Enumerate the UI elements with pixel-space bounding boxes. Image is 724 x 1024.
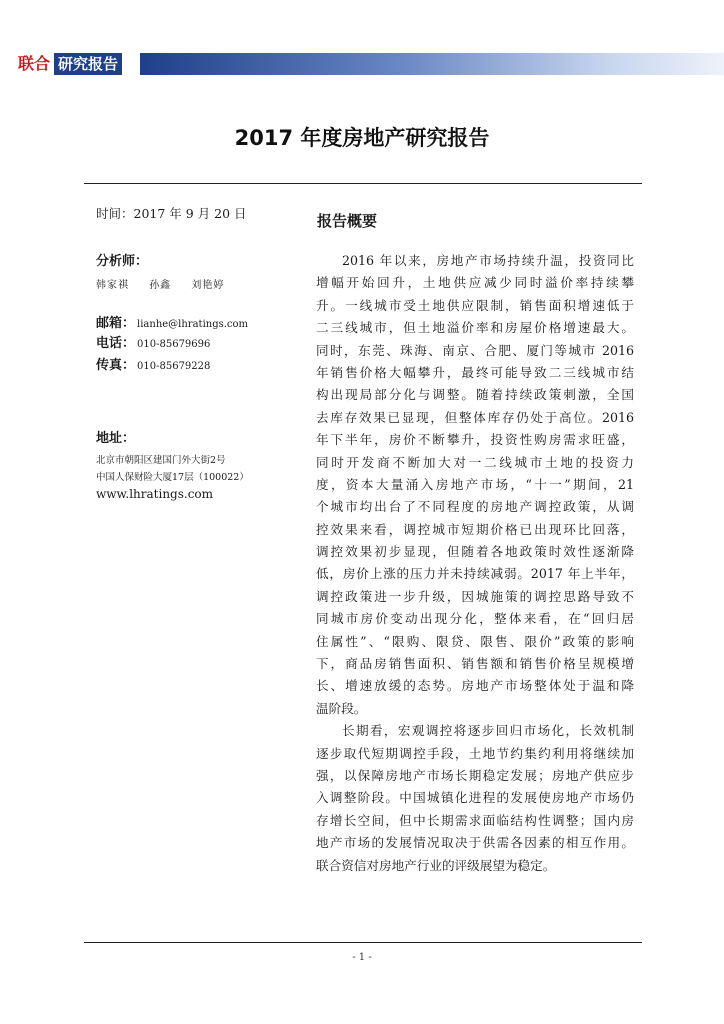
paragraph-line: 存增长空间，但中长期需求面临结构性调整；国内房 — [316, 812, 634, 828]
paragraph-line: 2016 年以来，房地产市场持续升温，投资同比 — [342, 253, 634, 268]
page-number: - 1 - — [352, 952, 372, 963]
header-brand — [18, 53, 122, 75]
fax-label: 传真： — [96, 358, 136, 373]
contact-email — [96, 315, 248, 334]
paragraph-line: 同时开发商不断加大对一二线城市土地的投资力 — [316, 454, 634, 470]
summary-heading: 报告概要 — [317, 212, 378, 230]
analyst-name: 孙鑫 — [149, 280, 172, 291]
page-title: 2017 年度房地产研究报告 — [234, 126, 490, 150]
address-line-1: 北京市朝阳区建国门外大街2号 — [96, 455, 226, 466]
paragraph-line: 低，房价上涨的压力并未持续减弱。2017 年上半年， — [316, 566, 634, 582]
header-gradient-bar — [140, 53, 724, 75]
email-label: 邮箱： — [96, 316, 136, 331]
paragraph-line: 构出现局部分化与调整。随着持续政策刺激，全国 — [316, 387, 634, 403]
summary-body — [316, 250, 634, 877]
paragraph-line: 个城市均出台了不同程度的房地产调控政策，从调 — [316, 499, 634, 515]
paragraph-line: 同时，东莞、珠海、南京、合肥、厦门等城市 2016 — [316, 342, 634, 358]
analyst-name: 韩家祺 — [96, 280, 129, 291]
paragraph-line: 下，商品房销售面积、销售额和销售价格呈规模增 — [316, 656, 634, 672]
paragraph-line: 强，以保障房地产市场长期稳定发展；房地产供应步 — [316, 767, 634, 783]
phone-value: 010-85679696 — [137, 339, 211, 350]
paragraph-line: 调控效果初步显现，但随着各地政策时效性逐渐降 — [316, 544, 634, 560]
paragraph-line: 住属性”、“限购、限贷、限售、限价”政策的影响 — [316, 633, 634, 649]
sidebar-info — [96, 205, 296, 501]
top-divider — [84, 183, 642, 184]
website-link[interactable]: www.lhratings.com — [96, 487, 214, 501]
paragraph-line: 长、增速放缓的态势。房地产市场整体处于温和降 — [316, 678, 634, 694]
paragraph-line: 长期看，宏观调控将逐步回归市场化，长效机制 — [342, 723, 634, 739]
paragraph-line: 年销售价格大幅攀升，最终可能导致二三线城市结 — [316, 364, 634, 380]
date-value: 2017 年 9 月 20 日 — [133, 206, 247, 221]
paragraph-line: 年下半年，房价不断攀升，投资性购房需求旺盛， — [316, 432, 634, 448]
address-line-2: 中国人保财险大厦17层（100022） — [96, 472, 249, 483]
paragraph-line: 同城市房价变动出现分化，整体来看，在“回归居 — [316, 611, 634, 627]
paragraph-line: 联合资信对房地产行业的评级展望为稳定。 — [316, 857, 556, 873]
paragraph-line: 逐步取代短期调控手段，土地节约集约利用将继续加 — [316, 745, 634, 761]
paragraph-line: 去库存效果已显现，但整体库存仍处于高位。2016 — [316, 409, 634, 425]
brand-research-report: 研究报告 — [54, 53, 122, 75]
bottom-divider — [84, 942, 642, 943]
paragraph-line: 二三线城市，但土地溢价率和房屋价格增速最大。 — [316, 320, 634, 336]
analyst-name: 刘艳婷 — [191, 280, 225, 291]
paragraph-line: 温阶段。 — [316, 700, 367, 716]
analyst-names — [96, 276, 240, 291]
report-date — [96, 205, 296, 223]
address-label: 地址： — [96, 431, 136, 446]
paragraph-line: 地产市场的发展情况取决于供需各因素的相互作用。 — [316, 835, 634, 851]
phone-label: 电话： — [96, 336, 136, 351]
paragraph-line: 调控政策进一步升级，因城施策的调控思路导致不 — [316, 588, 634, 604]
paragraph-line: 度，资本大量涌入房地产市场，“十一”期间，21 — [316, 476, 634, 492]
paragraph-line: 升。一线城市受土地供应限制，销售面积增速低于 — [316, 297, 634, 313]
contact-phone — [96, 335, 210, 354]
contact-fax — [96, 357, 210, 376]
email-value[interactable]: lianhe@lhratings.com — [137, 319, 249, 330]
brand-lianhe: 联合 — [18, 54, 51, 73]
paragraph-line: 增幅开始回升，土地供应减少同时溢价率持续攀 — [316, 275, 634, 291]
paragraph-line: 入调整阶段。中国城镇化进程的发展使房地产市场仍 — [316, 790, 634, 806]
date-label: 时间： — [96, 206, 134, 221]
analyst-label: 分析师： — [96, 254, 149, 269]
paragraph-line: 控效果来看，调控城市短期价格已出现环比回落， — [316, 521, 634, 537]
fax-value: 010-85679228 — [137, 361, 211, 372]
